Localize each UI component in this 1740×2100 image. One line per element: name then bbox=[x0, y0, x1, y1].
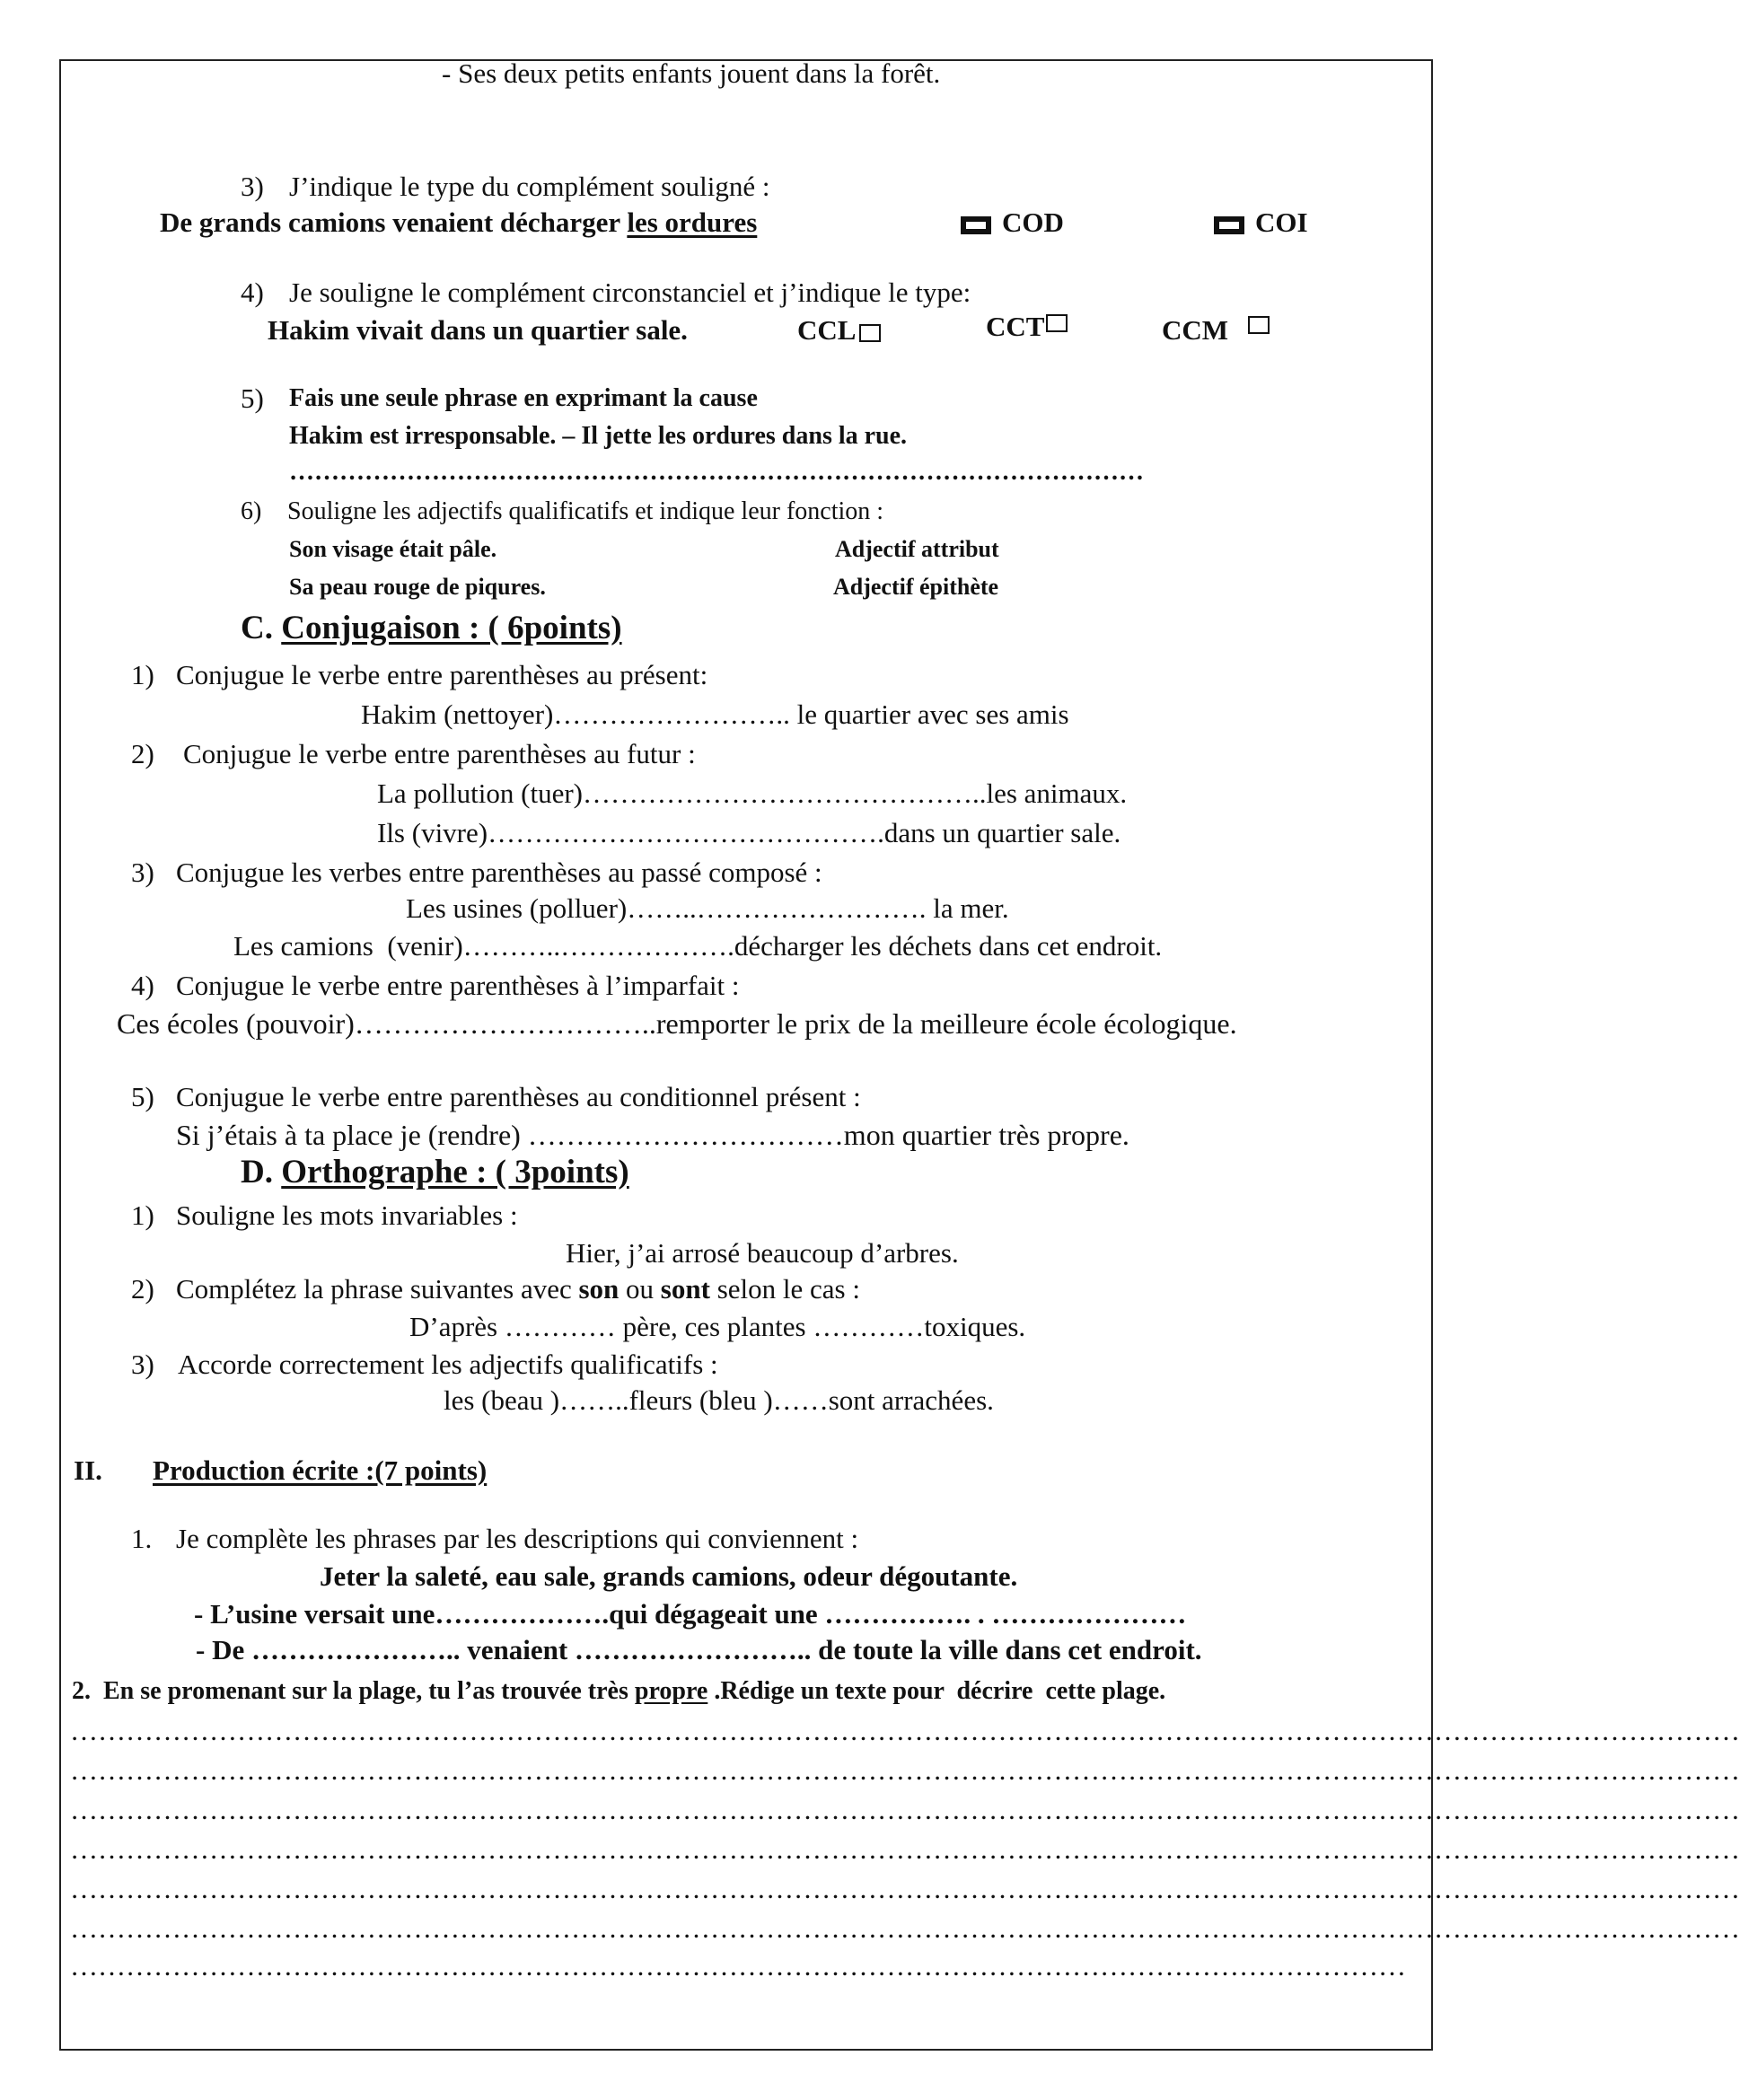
writing-line[interactable]: ……………………………………………………………………………………………………………………………………………………………… bbox=[70, 1754, 1740, 1786]
c-item4-text: Conjugue le verbe entre parenthèses à l’imparfait : bbox=[176, 970, 740, 1001]
c-line-passe-2[interactable]: Les camions (venir)………..……………….décharger les déchets dans cet endroit. bbox=[233, 930, 1163, 962]
c-item4-number: 4) bbox=[131, 970, 154, 1001]
writing-line[interactable]: ……………………………………………………………………………………………………………………………………………………………… bbox=[70, 1833, 1740, 1865]
section-d-heading: D. Orthographe : ( 3points) bbox=[241, 1154, 629, 1191]
ii-word-list: Jeter la saleté, eau sale, grands camions, odeur dégoutante. bbox=[320, 1560, 1018, 1592]
page-frame bbox=[59, 59, 1740, 2051]
checkbox-icon[interactable] bbox=[961, 216, 991, 234]
writing-line[interactable]: ……………………………………………………………………………………………………………………………………………………………… bbox=[70, 1912, 1740, 1944]
c-item1-text: Conjugue le verbe entre parenthèses au présent: bbox=[176, 659, 708, 690]
q3-option-cod[interactable]: COD bbox=[961, 206, 1064, 239]
d-item3-number: 3) bbox=[131, 1349, 154, 1380]
ii-line-2[interactable]: - De ………………….. venaient …………………….. de toute la ville dans cet endroit. bbox=[196, 1634, 1202, 1665]
d-item1-number: 1) bbox=[131, 1199, 154, 1231]
d-line-2[interactable]: D’après ………… père, ces plantes …………toxiques. bbox=[409, 1311, 1026, 1342]
q4-option-ccl[interactable]: CCL bbox=[797, 314, 881, 347]
q3-number: 3) bbox=[241, 171, 264, 202]
q4-instruction: Je souligne le complément circonstanciel et j’indique le type: bbox=[289, 277, 971, 308]
q3-instruction: J’indique le type du complément souligné : bbox=[289, 171, 770, 202]
q4-sentence: Hakim vivait dans un quartier sale. bbox=[268, 314, 688, 346]
writing-line[interactable]: ……………………………………………………………………………………………………………………………………………………………… bbox=[70, 1794, 1740, 1825]
q5-sentence: Hakim est irresponsable. – Il jette les ordures dans la rue. bbox=[289, 422, 908, 450]
d-line-1: Hier, j’ai arrosé beaucoup d’arbres. bbox=[566, 1237, 959, 1269]
checkbox-icon[interactable] bbox=[1214, 216, 1244, 234]
q5-instruction: Fais une seule phrase en exprimant la cause bbox=[289, 384, 758, 412]
ii-line-1[interactable]: - L’usine versait une……………….qui dégageait une ……………. . ………………… bbox=[194, 1598, 1187, 1630]
d-line-3[interactable]: les (beau )……..fleurs (bleu )……sont arrachées. bbox=[444, 1384, 994, 1416]
q6-row1-sentence: Son visage était pâle. bbox=[289, 536, 497, 562]
checkbox-icon[interactable] bbox=[859, 324, 881, 342]
c-line-present[interactable]: Hakim (nettoyer)…………………….. le quartier avec ses amis bbox=[361, 699, 1069, 730]
c-line-imparfait[interactable]: Ces écoles (pouvoir)…………………………..remporter le prix de la meilleure école écologique. bbox=[117, 1007, 1237, 1040]
writing-line-last[interactable]: ……………………………………………………………………………………………………………………………… bbox=[70, 1950, 1406, 1981]
q6-row2-function: Adjectif épithète bbox=[833, 574, 999, 600]
c-item2-number: 2) bbox=[131, 738, 154, 769]
q4-option-ccm[interactable]: CCM bbox=[1162, 314, 1270, 347]
q5-number: 5) bbox=[241, 382, 264, 414]
d-item1-text: Souligne les mots invariables : bbox=[176, 1199, 518, 1231]
section-c-heading: C. Conjugaison : ( 6points) bbox=[241, 610, 622, 646]
q4-number: 4) bbox=[241, 277, 264, 308]
q6-row1-function: Adjectif attribut bbox=[835, 536, 999, 562]
checkbox-icon[interactable] bbox=[1248, 316, 1270, 334]
c-item3-text: Conjugue les verbes entre parenthèses au passé composé : bbox=[176, 857, 822, 888]
c-item5-number: 5) bbox=[131, 1081, 154, 1112]
checkbox-icon[interactable] bbox=[1046, 314, 1068, 332]
c-item1-number: 1) bbox=[131, 659, 154, 690]
q3-underlined-complement: les ordures bbox=[627, 206, 758, 238]
writing-line[interactable]: ……………………………………………………………………………………………………………………………………………………………… bbox=[70, 1715, 1740, 1746]
q3-sentence: De grands camions venaient décharger les ordures bbox=[160, 206, 758, 238]
top-line: - Ses deux petits enfants jouent dans la forêt. bbox=[442, 57, 941, 89]
d-item2-text: Complétez la phrase suivantes avec son ou sont selon le cas : bbox=[176, 1273, 860, 1305]
q6-instruction: Souligne les adjectifs qualificatifs et indique leur fonction : bbox=[287, 497, 884, 525]
q6-number: 6) bbox=[241, 497, 262, 525]
c-item3-number: 3) bbox=[131, 857, 154, 888]
section-d-title: Orthographe : ( 3points) bbox=[281, 1154, 629, 1191]
c-line-futur-1[interactable]: La pollution (tuer)……………………………………..les animaux. bbox=[377, 778, 1128, 809]
c-line-passe-1[interactable]: Les usines (polluer)……..……………………. la mer. bbox=[406, 892, 1009, 924]
q4-option-cct[interactable]: CCT bbox=[986, 311, 1068, 343]
c-item2-text: Conjugue le verbe entre parenthèses au futur : bbox=[183, 738, 696, 769]
ii-item1-text: Je complète les phrases par les descriptions qui conviennent : bbox=[176, 1523, 859, 1554]
section-ii-title: Production écrite :(7 points) bbox=[153, 1454, 488, 1486]
writing-line[interactable]: ……………………………………………………………………………………………………………………………………………………………… bbox=[70, 1873, 1740, 1904]
q3-option-coi[interactable]: COI bbox=[1214, 206, 1308, 239]
d-item3-text: Accorde correctement les adjectifs qualificatifs : bbox=[178, 1349, 718, 1380]
ii-item1-number: 1. bbox=[131, 1523, 153, 1554]
section-c-title: Conjugaison : ( 6points) bbox=[281, 610, 622, 646]
c-item5-text: Conjugue le verbe entre parenthèses au conditionnel présent : bbox=[176, 1081, 861, 1112]
ii-item2-text: 2. En se promenant sur la plage, tu l’as trouvée très propre .Rédige un texte pour décrire cette plage. bbox=[72, 1677, 1166, 1705]
q6-row2-sentence: Sa peau rouge de piqures. bbox=[289, 574, 546, 600]
q5-answer-line[interactable]: ………………………………………………………………………………………… bbox=[289, 458, 1144, 486]
d-item2-number: 2) bbox=[131, 1273, 154, 1305]
section-ii-numeral: II. bbox=[74, 1454, 102, 1486]
c-line-conditionnel[interactable]: Si j’étais à ta place je (rendre) ……………………………mon quartier très propre. bbox=[176, 1119, 1129, 1151]
c-line-futur-2[interactable]: Ils (vivre)…………………………………….dans un quartier sale. bbox=[377, 817, 1121, 848]
